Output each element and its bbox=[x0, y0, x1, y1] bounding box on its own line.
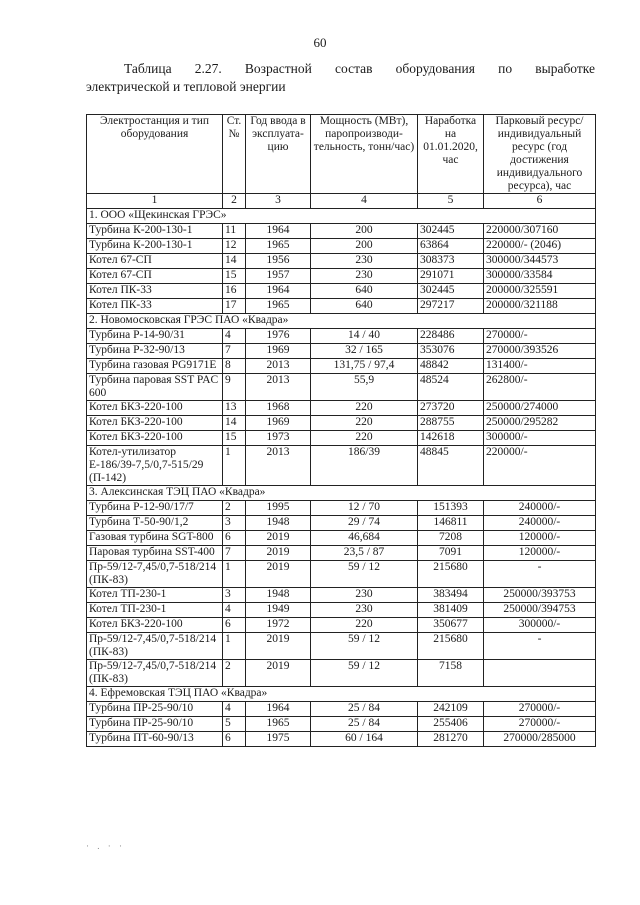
cell-resource: 250000/394753 bbox=[484, 603, 596, 618]
cell-equipment: Котел ПК-33 bbox=[87, 299, 223, 314]
cell-capacity: 220 bbox=[311, 416, 418, 431]
section-title: 4. Ефремовская ТЭЦ ПАО «Квадра» bbox=[87, 687, 596, 702]
cell-year: 2019 bbox=[246, 660, 311, 687]
col-number-4: 4 bbox=[311, 194, 418, 209]
cell-capacity: 186/39 bbox=[311, 446, 418, 486]
cell-operating-hours: 7208 bbox=[418, 531, 484, 546]
cell-station-number: 12 bbox=[223, 239, 246, 254]
cell-resource: 250000/393753 bbox=[484, 588, 596, 603]
table-row bbox=[87, 224, 596, 239]
cell-operating-hours: 142618 bbox=[418, 431, 484, 446]
header-operating-hours: Наработка на 01.01.2020, час bbox=[418, 115, 484, 194]
cell-year: 1964 bbox=[246, 284, 311, 299]
cell-year: 1964 bbox=[246, 702, 311, 717]
cell-station-number: 6 bbox=[223, 531, 246, 546]
cell-station-number: 4 bbox=[223, 329, 246, 344]
table-row bbox=[87, 546, 596, 561]
cell-resource: 220000/307160 bbox=[484, 224, 596, 239]
cell-capacity: 25 / 84 bbox=[311, 702, 418, 717]
cell-equipment: Пр-59/12-7,45/0,7-518/214 (ПК-83) bbox=[87, 561, 223, 588]
cell-resource: 270000/- bbox=[484, 329, 596, 344]
table-body bbox=[87, 209, 596, 747]
cell-resource: 262800/- bbox=[484, 374, 596, 401]
cell-capacity: 230 bbox=[311, 254, 418, 269]
cell-operating-hours: 350677 bbox=[418, 618, 484, 633]
margin-mark: · . · · bbox=[86, 841, 125, 851]
cell-station-number: 1 bbox=[223, 633, 246, 660]
cell-year: 1956 bbox=[246, 254, 311, 269]
cell-equipment-text: Паровая турбина SST-400 bbox=[89, 546, 215, 558]
table-row bbox=[87, 516, 596, 531]
header-year: Год ввода в эксплуата-цию bbox=[246, 115, 311, 194]
cell-resource: 300000/- bbox=[484, 618, 596, 633]
cell-station-number: 17 bbox=[223, 299, 246, 314]
cell-operating-hours: 48842 bbox=[418, 359, 484, 374]
cell-operating-hours: 383494 bbox=[418, 588, 484, 603]
cell-year: 1965 bbox=[246, 299, 311, 314]
header-station: Электростанция и тип оборудования bbox=[87, 115, 223, 194]
cell-station-number: 11 bbox=[223, 224, 246, 239]
table-row bbox=[87, 299, 596, 314]
cell-year: 2019 bbox=[246, 561, 311, 588]
table-header-row bbox=[87, 115, 596, 194]
column-number-row bbox=[87, 194, 596, 209]
cell-operating-hours: 7091 bbox=[418, 546, 484, 561]
page-number: 60 bbox=[313, 35, 327, 50]
cell-equipment: Пр-59/12-7,45/0,7-518/214 (ПК-83) bbox=[87, 633, 223, 660]
cell-capacity: 14 / 40 bbox=[311, 329, 418, 344]
cell-year: 2019 bbox=[246, 546, 311, 561]
cell-year: 2019 bbox=[246, 633, 311, 660]
cell-capacity: 230 bbox=[311, 603, 418, 618]
cell-resource: 200000/321188 bbox=[484, 299, 596, 314]
cell-year: 2013 bbox=[246, 374, 311, 401]
table-row bbox=[87, 431, 596, 446]
cell-year: 2019 bbox=[246, 531, 311, 546]
cell-capacity: 46,684 bbox=[311, 531, 418, 546]
cell-equipment: Котел ТП-230-1 bbox=[87, 588, 223, 603]
cell-operating-hours: 281270 bbox=[418, 732, 484, 747]
cell-capacity: 12 / 70 bbox=[311, 501, 418, 516]
section-row bbox=[87, 314, 596, 329]
cell-operating-hours: 63864 bbox=[418, 239, 484, 254]
table-row bbox=[87, 717, 596, 732]
cell-capacity: 640 bbox=[311, 299, 418, 314]
table-row bbox=[87, 446, 596, 486]
cell-operating-hours: 48845 bbox=[418, 446, 484, 486]
table-row bbox=[87, 531, 596, 546]
col-number-3: 3 bbox=[246, 194, 311, 209]
cell-resource: - bbox=[484, 561, 596, 588]
cell-capacity: 55,9 bbox=[311, 374, 418, 401]
cell-station-number: 15 bbox=[223, 431, 246, 446]
cell-operating-hours: 228486 bbox=[418, 329, 484, 344]
cell-equipment: Котел-утилизатор Е-186/39-7,5/0,7-515/29 (П-142) bbox=[87, 446, 223, 486]
cell-equipment: Пр-59/12-7,45/0,7-518/214 (ПК-83) bbox=[87, 660, 223, 687]
col-number-1: 1 bbox=[87, 194, 223, 209]
cell-operating-hours: 242109 bbox=[418, 702, 484, 717]
cell-year: 1968 bbox=[246, 401, 311, 416]
col-number-2: 2 bbox=[223, 194, 246, 209]
table-row bbox=[87, 239, 596, 254]
cell-equipment: Котел ТП-230-1 bbox=[87, 603, 223, 618]
cell-equipment: Котел БКЗ-220-100 bbox=[87, 431, 223, 446]
cell-operating-hours: 151393 bbox=[418, 501, 484, 516]
cell-resource: 270000/- bbox=[484, 717, 596, 732]
table-row bbox=[87, 416, 596, 431]
cell-station-number: 7 bbox=[223, 344, 246, 359]
cell-station-number: 8 bbox=[223, 359, 246, 374]
cell-operating-hours: 297217 bbox=[418, 299, 484, 314]
cell-capacity: 230 bbox=[311, 588, 418, 603]
cell-station-number: 14 bbox=[223, 416, 246, 431]
table-row bbox=[87, 269, 596, 284]
cell-station-number: 4 bbox=[223, 702, 246, 717]
cell-resource: 250000/274000 bbox=[484, 401, 596, 416]
cell-equipment: Котел ПК-33 bbox=[87, 284, 223, 299]
cell-station-number: 15 bbox=[223, 269, 246, 284]
cell-year: 1975 bbox=[246, 732, 311, 747]
section-row bbox=[87, 209, 596, 224]
cell-year: 1949 bbox=[246, 603, 311, 618]
cell-equipment: Турбина Р-32-90/13 bbox=[87, 344, 223, 359]
cell-resource: 270000/393526 bbox=[484, 344, 596, 359]
cell-year: 1973 bbox=[246, 431, 311, 446]
header-capacity: Мощность (МВт), паропроизводи-тельность, тонн/час) bbox=[311, 115, 418, 194]
cell-resource: 300000/33584 bbox=[484, 269, 596, 284]
cell-station-number: 2 bbox=[223, 501, 246, 516]
cell-capacity: 25 / 84 bbox=[311, 717, 418, 732]
cell-operating-hours: 308373 bbox=[418, 254, 484, 269]
cell-resource: 300000/344573 bbox=[484, 254, 596, 269]
cell-operating-hours: 302445 bbox=[418, 284, 484, 299]
cell-operating-hours: 302445 bbox=[418, 224, 484, 239]
cell-station-number: 9 bbox=[223, 374, 246, 401]
cell-resource: 131400/- bbox=[484, 359, 596, 374]
cell-resource: 120000/- bbox=[484, 546, 596, 561]
cell-capacity: 23,5 / 87 bbox=[311, 546, 418, 561]
cell-operating-hours: 7158 bbox=[418, 660, 484, 687]
cell-capacity: 59 / 12 bbox=[311, 660, 418, 687]
table-row bbox=[87, 284, 596, 299]
cell-capacity: 60 / 164 bbox=[311, 732, 418, 747]
table-row bbox=[87, 401, 596, 416]
table-row bbox=[87, 603, 596, 618]
cell-year: 1964 bbox=[246, 224, 311, 239]
cell-station-number: 3 bbox=[223, 588, 246, 603]
table-row bbox=[87, 359, 596, 374]
equipment-age-table bbox=[86, 114, 596, 747]
table-row bbox=[87, 633, 596, 660]
cell-station-number: 14 bbox=[223, 254, 246, 269]
table-row bbox=[87, 344, 596, 359]
cell-equipment: Турбина ПР-25-90/10 bbox=[87, 717, 223, 732]
cell-resource: 250000/295282 bbox=[484, 416, 596, 431]
cell-capacity: 230 bbox=[311, 269, 418, 284]
table-row bbox=[87, 374, 596, 401]
cell-capacity: 200 bbox=[311, 239, 418, 254]
section-title: 2. Новомосковская ГРЭС ПАО «Квадра» bbox=[87, 314, 596, 329]
cell-equipment: Котел 67-СП bbox=[87, 269, 223, 284]
section-row bbox=[87, 687, 596, 702]
section-title: 1. ООО «Щекинская ГРЭС» bbox=[87, 209, 596, 224]
cell-operating-hours: 288755 bbox=[418, 416, 484, 431]
cell-capacity: 640 bbox=[311, 284, 418, 299]
cell-resource: 270000/285000 bbox=[484, 732, 596, 747]
cell-resource: 240000/- bbox=[484, 516, 596, 531]
cell-station-number: 1 bbox=[223, 446, 246, 486]
cell-capacity: 29 / 74 bbox=[311, 516, 418, 531]
cell-year: 1969 bbox=[246, 416, 311, 431]
cell-equipment: Турбина паровая SST PAC 600 bbox=[87, 374, 223, 401]
cell-resource: 240000/- bbox=[484, 501, 596, 516]
table-row bbox=[87, 329, 596, 344]
cell-equipment bbox=[87, 546, 223, 561]
table-row bbox=[87, 702, 596, 717]
cell-year: 1972 bbox=[246, 618, 311, 633]
cell-station-number: 13 bbox=[223, 401, 246, 416]
cell-equipment: Турбина газовая PG9171E bbox=[87, 359, 223, 374]
cell-equipment bbox=[87, 531, 223, 546]
table-row bbox=[87, 660, 596, 687]
caption-line-1: Таблица 2.27. Возрастной состав оборудования по выработке bbox=[124, 61, 595, 76]
cell-equipment: Котел БКЗ-220-100 bbox=[87, 618, 223, 633]
cell-resource: 220000/- bbox=[484, 446, 596, 486]
cell-resource: 270000/- bbox=[484, 702, 596, 717]
section-title: 3. Алексинская ТЭЦ ПАО «Квадра» bbox=[87, 486, 596, 501]
cell-resource bbox=[484, 660, 596, 687]
cell-equipment: Турбина Т-50-90/1,2 bbox=[87, 516, 223, 531]
cell-year: 1976 bbox=[246, 329, 311, 344]
cell-capacity: 220 bbox=[311, 431, 418, 446]
cell-year: 1965 bbox=[246, 717, 311, 732]
cell-resource: 200000/325591 bbox=[484, 284, 596, 299]
cell-capacity: 200 bbox=[311, 224, 418, 239]
cell-operating-hours: 215680 bbox=[418, 561, 484, 588]
cell-operating-hours: 273720 bbox=[418, 401, 484, 416]
cell-station-number: 16 bbox=[223, 284, 246, 299]
cell-equipment: Турбина Р-12-90/17/7 bbox=[87, 501, 223, 516]
cell-resource: 220000/- (2046) bbox=[484, 239, 596, 254]
cell-station-number: 6 bbox=[223, 618, 246, 633]
cell-resource: - bbox=[484, 633, 596, 660]
col-number-6: 6 bbox=[484, 194, 596, 209]
cell-operating-hours: 353076 bbox=[418, 344, 484, 359]
table-row bbox=[87, 501, 596, 516]
cell-year: 2013 bbox=[246, 359, 311, 374]
cell-equipment: Турбина ПР-25-90/10 bbox=[87, 702, 223, 717]
col-number-5: 5 bbox=[418, 194, 484, 209]
cell-equipment: Турбина К-200-130-1 bbox=[87, 224, 223, 239]
cell-resource: 120000/- bbox=[484, 531, 596, 546]
caption-line-2: электрической и тепловой энергии bbox=[86, 79, 286, 94]
table-row bbox=[87, 618, 596, 633]
cell-year: 1948 bbox=[246, 588, 311, 603]
cell-capacity: 32 / 165 bbox=[311, 344, 418, 359]
cell-operating-hours: 146811 bbox=[418, 516, 484, 531]
cell-capacity: 131,75 / 97,4 bbox=[311, 359, 418, 374]
cell-year: 1948 bbox=[246, 516, 311, 531]
cell-station-number: 3 bbox=[223, 516, 246, 531]
cell-equipment: Котел БКЗ-220-100 bbox=[87, 401, 223, 416]
cell-operating-hours: 48524 bbox=[418, 374, 484, 401]
cell-station-number: 7 bbox=[223, 546, 246, 561]
cell-station-number: 4 bbox=[223, 603, 246, 618]
cell-equipment: Турбина ПТ-60-90/13 bbox=[87, 732, 223, 747]
cell-station-number: 2 bbox=[223, 660, 246, 687]
table-row bbox=[87, 732, 596, 747]
header-number: Ст. № bbox=[223, 115, 246, 194]
cell-year: 1995 bbox=[246, 501, 311, 516]
header-resource: Парковый ресурс/ индивидуальный ресурс (год достижения индивидуального ресурса), час bbox=[484, 115, 596, 194]
equipment-age-table-container bbox=[86, 114, 596, 747]
cell-station-number: 6 bbox=[223, 732, 246, 747]
table-row bbox=[87, 254, 596, 269]
cell-capacity: 220 bbox=[311, 618, 418, 633]
cell-year: 1965 bbox=[246, 239, 311, 254]
cell-year: 2013 bbox=[246, 446, 311, 486]
cell-operating-hours: 255406 bbox=[418, 717, 484, 732]
cell-station-number: 1 bbox=[223, 561, 246, 588]
cell-capacity: 59 / 12 bbox=[311, 561, 418, 588]
cell-equipment: Котел БКЗ-220-100 bbox=[87, 416, 223, 431]
cell-capacity: 59 / 12 bbox=[311, 633, 418, 660]
table-row bbox=[87, 561, 596, 588]
table-caption bbox=[86, 60, 595, 96]
cell-year: 1957 bbox=[246, 269, 311, 284]
cell-equipment-text: Газовая турбина SGT-800 bbox=[89, 531, 214, 543]
cell-equipment: Турбина Р-14-90/31 bbox=[87, 329, 223, 344]
cell-equipment: Турбина К-200-130-1 bbox=[87, 239, 223, 254]
table-row bbox=[87, 588, 596, 603]
cell-station-number: 5 bbox=[223, 717, 246, 732]
cell-year: 1969 bbox=[246, 344, 311, 359]
cell-operating-hours: 215680 bbox=[418, 633, 484, 660]
cell-operating-hours: 381409 bbox=[418, 603, 484, 618]
cell-equipment: Котел 67-СП bbox=[87, 254, 223, 269]
section-row bbox=[87, 486, 596, 501]
cell-operating-hours: 291071 bbox=[418, 269, 484, 284]
cell-capacity: 220 bbox=[311, 401, 418, 416]
cell-resource: 300000/- bbox=[484, 431, 596, 446]
